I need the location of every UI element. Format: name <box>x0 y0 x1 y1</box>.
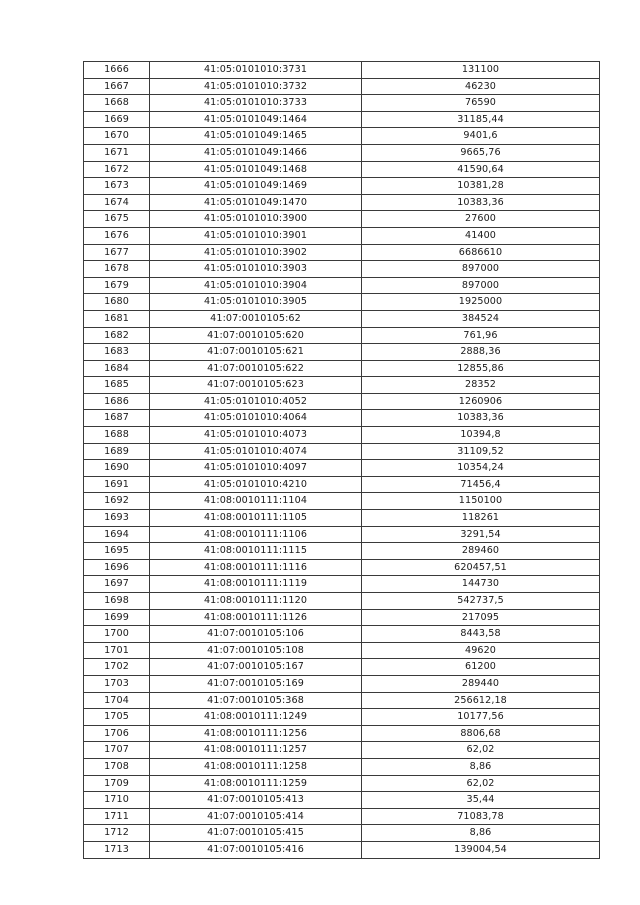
cadastral-value-cell: 289460 <box>362 543 600 560</box>
cadastral-value-cell: 9401,6 <box>362 128 600 145</box>
cadastral-number-cell: 41:05:0101010:3903 <box>150 261 362 278</box>
table-row <box>84 111 600 128</box>
cadastral-value-cell: 6686610 <box>362 244 600 261</box>
cadastral-value-cell: 1925000 <box>362 294 600 311</box>
cadastral-value-cell: 131100 <box>362 62 600 79</box>
cadastral-value-cell: 10177,56 <box>362 709 600 726</box>
cadastral-number-cell: 41:07:0010105:167 <box>150 659 362 676</box>
table-row <box>84 460 600 477</box>
cadastral-value-cell: 71456,4 <box>362 476 600 493</box>
cadastral-value-cell: 620457,51 <box>362 559 600 576</box>
cadastral-value-cell: 49620 <box>362 642 600 659</box>
table-row <box>84 62 600 79</box>
table-row <box>84 510 600 527</box>
cadastral-number-cell: 41:08:0010111:1256 <box>150 725 362 742</box>
row-number-cell: 1707 <box>84 742 150 759</box>
cadastral-value-cell: 897000 <box>362 261 600 278</box>
cadastral-number-cell: 41:07:0010105:620 <box>150 327 362 344</box>
row-number-cell: 1669 <box>84 111 150 128</box>
row-number-cell: 1680 <box>84 294 150 311</box>
cadastral-number-cell: 41:07:0010105:623 <box>150 377 362 394</box>
table-row <box>84 692 600 709</box>
table-row <box>84 626 600 643</box>
row-number-cell: 1711 <box>84 808 150 825</box>
cadastral-number-cell: 41:08:0010111:1259 <box>150 775 362 792</box>
row-number-cell: 1689 <box>84 443 150 460</box>
cadastral-value-cell: 31185,44 <box>362 111 600 128</box>
cadastral-value-cell: 144730 <box>362 576 600 593</box>
table-row <box>84 742 600 759</box>
row-number-cell: 1682 <box>84 327 150 344</box>
cadastral-value-cell: 384524 <box>362 310 600 327</box>
cadastral-value-cell: 3291,54 <box>362 526 600 543</box>
table-row <box>84 593 600 610</box>
cadastral-value-cell: 1150100 <box>362 493 600 510</box>
row-number-cell: 1701 <box>84 642 150 659</box>
row-number-cell: 1681 <box>84 310 150 327</box>
cadastral-value-cell: 35,44 <box>362 792 600 809</box>
cadastral-value-cell: 41590,64 <box>362 161 600 178</box>
cadastral-value-cell: 139004,54 <box>362 841 600 858</box>
cadastral-number-cell: 41:05:0101049:1466 <box>150 144 362 161</box>
table-row <box>84 725 600 742</box>
row-number-cell: 1671 <box>84 144 150 161</box>
cadastral-value-cell: 8443,58 <box>362 626 600 643</box>
cadastral-value-cell: 118261 <box>362 510 600 527</box>
cadastral-number-cell: 41:07:0010105:108 <box>150 642 362 659</box>
cadastral-number-cell: 41:05:0101010:3900 <box>150 211 362 228</box>
row-number-cell: 1706 <box>84 725 150 742</box>
cadastral-value-cell: 10383,36 <box>362 410 600 427</box>
cadastral-number-cell: 41:05:0101049:1464 <box>150 111 362 128</box>
cadastral-value-cell: 10354,24 <box>362 460 600 477</box>
cadastral-value-cell: 9665,76 <box>362 144 600 161</box>
row-number-cell: 1699 <box>84 609 150 626</box>
table-row <box>84 344 600 361</box>
table-row <box>84 543 600 560</box>
cadastral-value-cell: 10394,8 <box>362 427 600 444</box>
cadastral-value-cell: 10383,36 <box>362 194 600 211</box>
table-row <box>84 758 600 775</box>
row-number-cell: 1704 <box>84 692 150 709</box>
cadastral-number-cell: 41:05:0101010:3732 <box>150 78 362 95</box>
cadastral-value-cell: 8806,68 <box>362 725 600 742</box>
row-number-cell: 1685 <box>84 377 150 394</box>
table-row <box>84 360 600 377</box>
cadastral-value-cell: 542737,5 <box>362 593 600 610</box>
row-number-cell: 1673 <box>84 178 150 195</box>
cadastral-number-cell: 41:05:0101010:3733 <box>150 95 362 112</box>
row-number-cell: 1700 <box>84 626 150 643</box>
cadastral-number-cell: 41:08:0010111:1120 <box>150 593 362 610</box>
cadastral-number-cell: 41:08:0010111:1119 <box>150 576 362 593</box>
cadastral-number-cell: 41:07:0010105:413 <box>150 792 362 809</box>
row-number-cell: 1702 <box>84 659 150 676</box>
table-row <box>84 211 600 228</box>
cadastral-value-cell: 31109,52 <box>362 443 600 460</box>
cadastral-value-cell: 1260906 <box>362 393 600 410</box>
cadastral-number-cell: 41:08:0010111:1104 <box>150 493 362 510</box>
cadastral-value-cell: 2888,36 <box>362 344 600 361</box>
cadastral-number-cell: 41:08:0010111:1258 <box>150 758 362 775</box>
row-number-cell: 1698 <box>84 593 150 610</box>
row-number-cell: 1712 <box>84 825 150 842</box>
cadastral-value-cell: 12855,86 <box>362 360 600 377</box>
cadastral-number-cell: 41:07:0010105:414 <box>150 808 362 825</box>
row-number-cell: 1693 <box>84 510 150 527</box>
cadastral-number-cell: 41:05:0101010:4097 <box>150 460 362 477</box>
row-number-cell: 1684 <box>84 360 150 377</box>
row-number-cell: 1695 <box>84 543 150 560</box>
table-row <box>84 493 600 510</box>
row-number-cell: 1677 <box>84 244 150 261</box>
row-number-cell: 1675 <box>84 211 150 228</box>
table-row <box>84 709 600 726</box>
table-row <box>84 294 600 311</box>
cadastral-value-cell: 897000 <box>362 277 600 294</box>
row-number-cell: 1694 <box>84 526 150 543</box>
table-body <box>84 62 600 859</box>
cadastral-value-cell: 217095 <box>362 609 600 626</box>
cadastral-value-cell: 10381,28 <box>362 178 600 195</box>
table-row <box>84 178 600 195</box>
table-row <box>84 559 600 576</box>
row-number-cell: 1686 <box>84 393 150 410</box>
cadastral-number-cell: 41:05:0101049:1469 <box>150 178 362 195</box>
cadastral-value-cell: 61200 <box>362 659 600 676</box>
cadastral-number-cell: 41:08:0010111:1105 <box>150 510 362 527</box>
cadastral-number-cell: 41:05:0101010:4210 <box>150 476 362 493</box>
table-row <box>84 310 600 327</box>
cadastral-number-cell: 41:08:0010111:1249 <box>150 709 362 726</box>
table-row <box>84 476 600 493</box>
cadastral-value-cell: 41400 <box>362 227 600 244</box>
row-number-cell: 1666 <box>84 62 150 79</box>
table-row <box>84 792 600 809</box>
cadastral-value-cell: 62,02 <box>362 742 600 759</box>
cadastral-number-cell: 41:08:0010111:1116 <box>150 559 362 576</box>
table-row <box>84 377 600 394</box>
table-row <box>84 244 600 261</box>
cadastral-value-cell: 62,02 <box>362 775 600 792</box>
cadastral-value-cell: 46230 <box>362 78 600 95</box>
table-row <box>84 78 600 95</box>
row-number-cell: 1710 <box>84 792 150 809</box>
cadastral-value-cell: 256612,18 <box>362 692 600 709</box>
cadastral-number-cell: 41:05:0101049:1465 <box>150 128 362 145</box>
cadastral-number-cell: 41:07:0010105:621 <box>150 344 362 361</box>
cadastral-number-cell: 41:07:0010105:106 <box>150 626 362 643</box>
cadastral-number-cell: 41:05:0101010:3902 <box>150 244 362 261</box>
table-row <box>84 808 600 825</box>
cadastral-number-cell: 41:07:0010105:415 <box>150 825 362 842</box>
row-number-cell: 1667 <box>84 78 150 95</box>
table-row <box>84 144 600 161</box>
row-number-cell: 1696 <box>84 559 150 576</box>
table-row <box>84 128 600 145</box>
cadastral-number-cell: 41:07:0010105:62 <box>150 310 362 327</box>
table-row <box>84 675 600 692</box>
row-number-cell: 1676 <box>84 227 150 244</box>
row-number-cell: 1668 <box>84 95 150 112</box>
table-row <box>84 443 600 460</box>
row-number-cell: 1708 <box>84 758 150 775</box>
cadastral-number-cell: 41:08:0010111:1115 <box>150 543 362 560</box>
cadastral-number-cell: 41:05:0101010:4052 <box>150 393 362 410</box>
cadastral-number-cell: 41:07:0010105:169 <box>150 675 362 692</box>
table-row <box>84 659 600 676</box>
row-number-cell: 1705 <box>84 709 150 726</box>
cadastral-value-cell: 76590 <box>362 95 600 112</box>
row-number-cell: 1690 <box>84 460 150 477</box>
row-number-cell: 1688 <box>84 427 150 444</box>
row-number-cell: 1674 <box>84 194 150 211</box>
row-number-cell: 1692 <box>84 493 150 510</box>
cadastral-number-cell: 41:07:0010105:368 <box>150 692 362 709</box>
row-number-cell: 1697 <box>84 576 150 593</box>
cadastral-number-cell: 41:05:0101010:3901 <box>150 227 362 244</box>
cadastral-number-cell: 41:08:0010111:1126 <box>150 609 362 626</box>
cadastral-number-cell: 41:07:0010105:416 <box>150 841 362 858</box>
cadastral-number-cell: 41:07:0010105:622 <box>150 360 362 377</box>
row-number-cell: 1672 <box>84 161 150 178</box>
cadastral-value-table <box>83 61 600 859</box>
table-row <box>84 393 600 410</box>
row-number-cell: 1687 <box>84 410 150 427</box>
row-number-cell: 1679 <box>84 277 150 294</box>
table-row <box>84 277 600 294</box>
table-row <box>84 576 600 593</box>
row-number-cell: 1709 <box>84 775 150 792</box>
cadastral-number-cell: 41:05:0101010:4074 <box>150 443 362 460</box>
table-row <box>84 327 600 344</box>
cadastral-value-cell: 28352 <box>362 377 600 394</box>
table-row <box>84 825 600 842</box>
table-row <box>84 161 600 178</box>
cadastral-value-cell: 8,86 <box>362 825 600 842</box>
table-row <box>84 227 600 244</box>
row-number-cell: 1670 <box>84 128 150 145</box>
cadastral-value-cell: 27600 <box>362 211 600 228</box>
cadastral-number-cell: 41:05:0101049:1468 <box>150 161 362 178</box>
cadastral-number-cell: 41:05:0101010:3905 <box>150 294 362 311</box>
row-number-cell: 1713 <box>84 841 150 858</box>
table-row <box>84 609 600 626</box>
table-row <box>84 642 600 659</box>
table-row <box>84 410 600 427</box>
cadastral-value-cell: 289440 <box>362 675 600 692</box>
row-number-cell: 1691 <box>84 476 150 493</box>
table-row <box>84 95 600 112</box>
cadastral-value-cell: 8,86 <box>362 758 600 775</box>
row-number-cell: 1703 <box>84 675 150 692</box>
cadastral-number-cell: 41:05:0101010:3731 <box>150 62 362 79</box>
cadastral-value-cell: 71083,78 <box>362 808 600 825</box>
table-row <box>84 194 600 211</box>
table-row <box>84 775 600 792</box>
cadastral-number-cell: 41:05:0101010:3904 <box>150 277 362 294</box>
cadastral-number-cell: 41:08:0010111:1257 <box>150 742 362 759</box>
cadastral-number-cell: 41:05:0101010:4073 <box>150 427 362 444</box>
row-number-cell: 1678 <box>84 261 150 278</box>
cadastral-value-cell: 761,96 <box>362 327 600 344</box>
cadastral-number-cell: 41:05:0101010:4064 <box>150 410 362 427</box>
row-number-cell: 1683 <box>84 344 150 361</box>
table-row <box>84 261 600 278</box>
table-row <box>84 526 600 543</box>
table-row <box>84 841 600 858</box>
cadastral-number-cell: 41:08:0010111:1106 <box>150 526 362 543</box>
cadastral-number-cell: 41:05:0101049:1470 <box>150 194 362 211</box>
table-row <box>84 427 600 444</box>
